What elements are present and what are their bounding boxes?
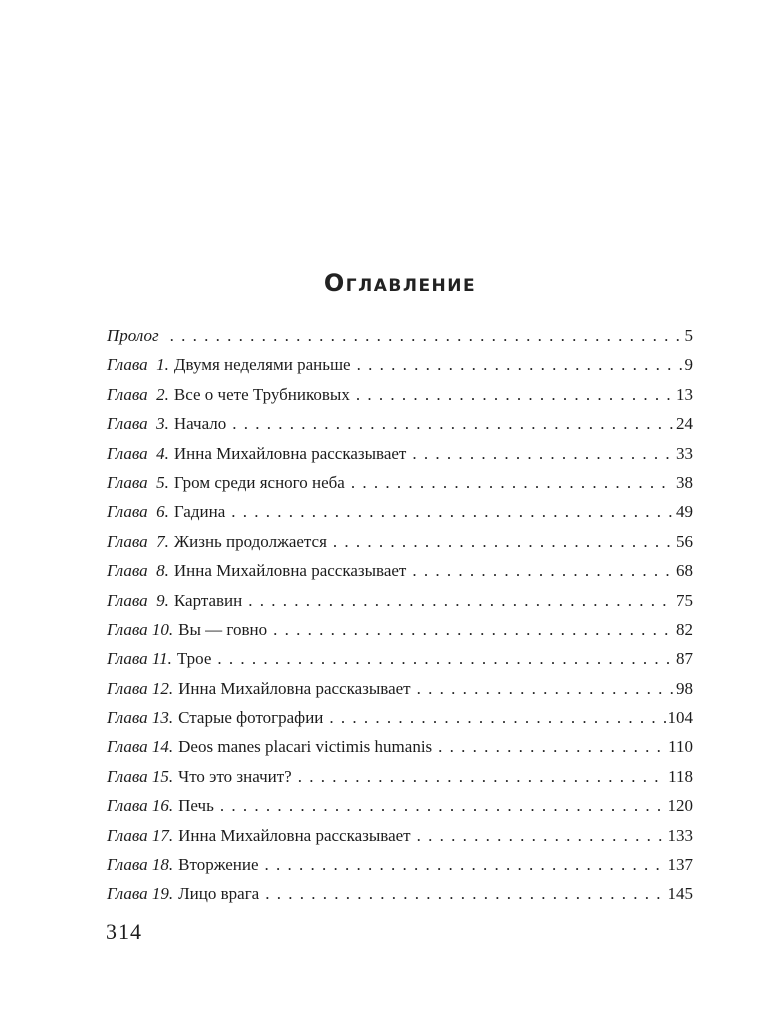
dot-leader (220, 796, 666, 816)
toc-entry (107, 737, 693, 766)
toc-entry (107, 561, 693, 590)
dot-leader (273, 620, 674, 640)
toc-entry (107, 532, 693, 561)
toc-entry-prefix: Глава 3. (107, 414, 169, 434)
toc-entry-page: 33 (676, 443, 693, 463)
toc-entry-title: Deos manes placari victimis humanis (178, 737, 433, 757)
toc-entry-page: 133 (667, 825, 693, 845)
toc-entry-title: Печь (178, 796, 214, 816)
dot-leader (417, 826, 666, 846)
toc-entry (107, 502, 693, 531)
toc-entry (107, 326, 693, 355)
toc-entry-prefix: Глава 19. (107, 884, 174, 904)
toc-entry (107, 884, 693, 913)
dot-leader (232, 414, 674, 434)
toc-entry-prefix: Глава 15. (107, 766, 174, 786)
dot-leader (248, 591, 674, 611)
dot-leader (356, 385, 674, 405)
dot-leader (438, 737, 666, 757)
toc-entry-page: 137 (667, 855, 693, 875)
toc-entry-title: Все о чете Трубниковых (173, 384, 350, 404)
toc-entry-prefix: Глава 4. (107, 443, 169, 463)
toc-entry-page: 104 (667, 708, 693, 728)
toc-entry-title: Картавин (173, 590, 243, 610)
toc-entry-prefix: Глава 13. (107, 708, 174, 728)
toc-entry (107, 826, 693, 855)
toc-entry-prefix: Глава 16. (107, 796, 174, 816)
toc-entry-page: 82 (676, 619, 693, 639)
dot-leader (351, 473, 674, 493)
dot-leader (265, 884, 665, 904)
toc-entry-page: 9 (684, 355, 693, 375)
folio-page-number: 314 (106, 919, 142, 944)
dot-leader (357, 355, 683, 375)
toc-entry (107, 385, 693, 414)
toc-entry-page: 49 (676, 502, 693, 522)
toc-entry-prefix: Глава 2. (107, 384, 169, 404)
dot-leader (417, 679, 674, 699)
toc-entry-title: Трое (176, 649, 212, 669)
toc-entry-prefix: Глава 17. (107, 825, 174, 845)
toc-entry (107, 620, 693, 649)
toc-entry-title: Жизнь продолжается (173, 531, 327, 551)
toc-entry-prefix: Глава 11. (107, 649, 172, 669)
toc-entry (107, 855, 693, 884)
toc-entry-page: 56 (676, 531, 693, 551)
toc-entry-title: Инна Михайловна рассказывает (173, 443, 407, 463)
toc-entry-page: 110 (668, 737, 693, 757)
toc-entry-prefix: Глава 9. (107, 590, 169, 610)
toc-entry-title: Лицо врага (178, 884, 260, 904)
table-of-contents (107, 326, 693, 914)
toc-entry (107, 679, 693, 708)
dot-leader (217, 649, 674, 669)
toc-entry-title: Инна Михайловна рассказывает (178, 825, 411, 845)
toc-entry-prefix: Глава 8. (107, 561, 169, 581)
toc-entry (107, 591, 693, 620)
toc-entry-prefix: Глава 10. (107, 619, 174, 639)
dot-leader (231, 502, 674, 522)
dot-leader (298, 767, 666, 787)
toc-entry-prefix: Глава 6. (107, 502, 169, 522)
toc-entry (107, 796, 693, 825)
toc-entry-page: 87 (676, 649, 693, 669)
toc-heading: Оглавление (323, 269, 477, 297)
dot-leader (412, 444, 674, 464)
toc-entry-prefix: Глава 12. (107, 678, 174, 698)
toc-entry (107, 355, 693, 384)
toc-entry-page: 98 (676, 678, 693, 698)
toc-entry (107, 767, 693, 796)
dot-leader (412, 561, 674, 581)
toc-entry-page: 120 (667, 796, 693, 816)
toc-entry-title: Двумя неделями раньше (173, 355, 351, 375)
toc-entry-title: Вторжение (178, 855, 259, 875)
toc-entry (107, 649, 693, 678)
toc-entry (107, 473, 693, 502)
toc-entry-page: 13 (676, 384, 693, 404)
dot-leader (329, 708, 665, 728)
toc-entry-title: Инна Михайловна рассказывает (178, 678, 411, 698)
toc-entry-prefix: Глава 7. (107, 531, 169, 551)
toc-entry-title: Вы — говно (178, 619, 268, 639)
toc-entry-title: Старые фотографии (178, 708, 324, 728)
toc-entry (107, 414, 693, 443)
dot-leader (170, 326, 683, 346)
toc-entry (107, 444, 693, 473)
toc-entry-title: Что это значит? (178, 766, 292, 786)
toc-entry-prefix: Глава 1. (107, 355, 169, 375)
toc-entry-prefix: Глава 18. (107, 855, 174, 875)
dot-leader (333, 532, 674, 552)
toc-entry-page: 118 (668, 766, 693, 786)
toc-entry-page: 38 (676, 472, 693, 492)
toc-entry-page: 75 (676, 590, 693, 610)
toc-entry-title: Гадина (173, 502, 226, 522)
toc-entry-page: 24 (676, 414, 693, 434)
toc-entry-prefix: Глава 5. (107, 472, 169, 492)
toc-entry-page: 68 (676, 561, 693, 581)
toc-entry-title: Начало (173, 414, 227, 434)
toc-entry-prefix: Пролог (107, 326, 159, 345)
toc-entry-page: 5 (684, 326, 693, 345)
toc-entry-page: 145 (667, 884, 693, 904)
toc-entry-title: Инна Михайловна рассказывает (173, 561, 407, 581)
toc-entry (107, 708, 693, 737)
dot-leader (265, 855, 666, 875)
toc-entry-title: Гром среди ясного неба (173, 472, 345, 492)
toc-entry-prefix: Глава 14. (107, 737, 174, 757)
